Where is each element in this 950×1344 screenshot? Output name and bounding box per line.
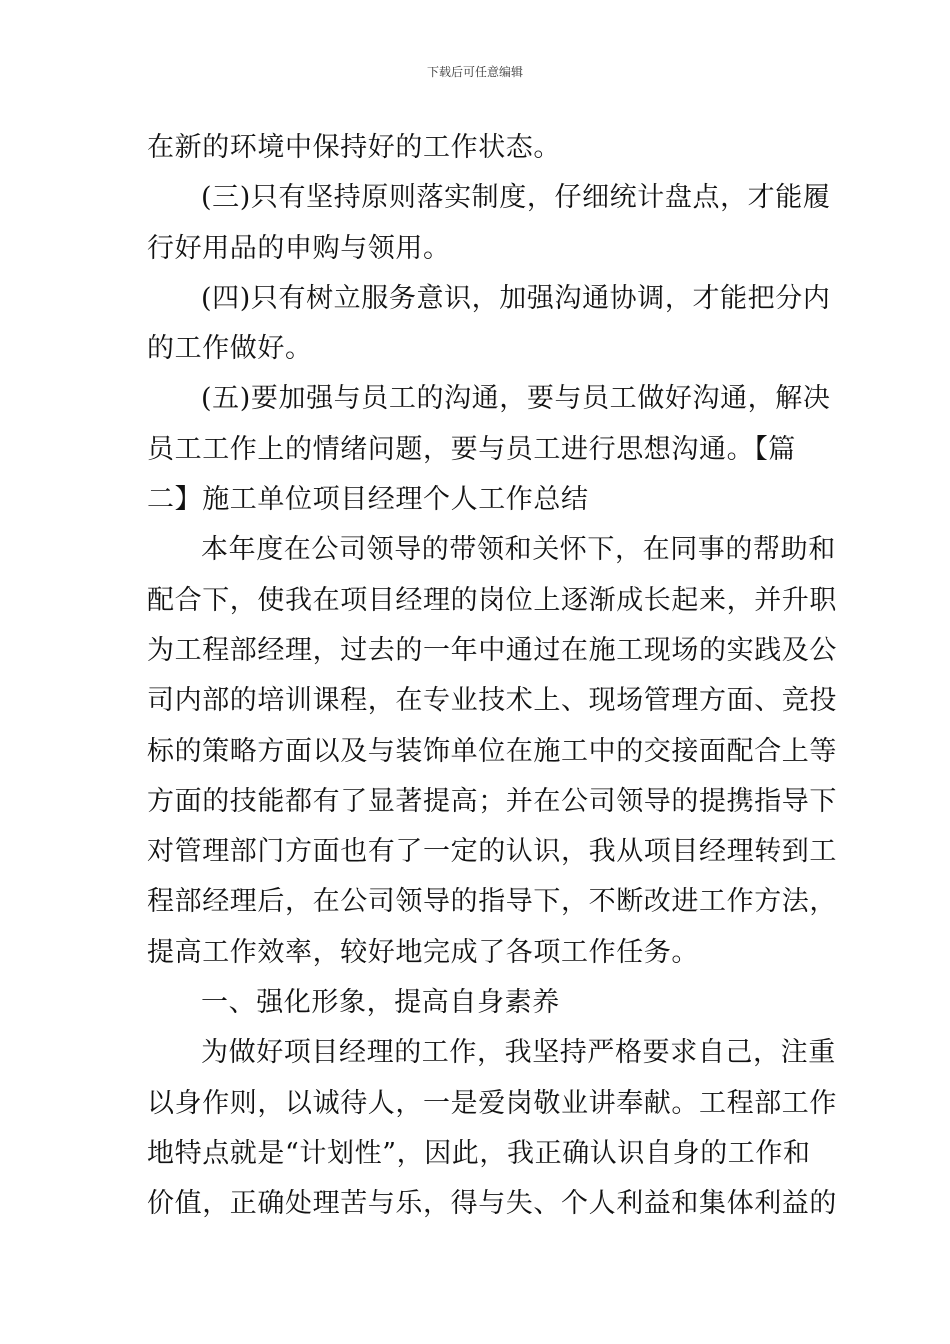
text-line: 配合下，使我在项目经理的岗位上逐渐成长起来，并升职 xyxy=(147,584,837,616)
text-line: 本年度在公司领导的带领和关怀下，在同事的帮助和 xyxy=(201,534,836,566)
text-line: 为做好项目经理的工作，我坚持严格要求自己，注重 xyxy=(201,1037,836,1069)
text-line: 行好用品的申购与领用。 xyxy=(147,232,451,264)
text-line: 价值，正确处理苦与乐，得与失、个人利益和集体利益的 xyxy=(147,1188,837,1220)
text-line: 一、强化形象，提高自身素养 xyxy=(201,987,560,1019)
text-line: 方面的技能都有了显著提高；并在公司领导的提携指导下 xyxy=(147,785,837,817)
text-line: (五)要加强与员工的沟通，要与员工做好沟通，解决 xyxy=(201,383,831,415)
text-line: 地特点就是“计划性”，因此，我正确认识自身的工作和 xyxy=(147,1137,811,1169)
text-line: 对管理部门方面也有了一定的认识，我从项目经理转到工 xyxy=(147,836,837,868)
text-line: (四)只有树立服务意识，加强沟通协调，才能把分内 xyxy=(201,282,831,314)
page-header: 下载后可任意编辑 xyxy=(426,65,523,79)
text-line: 以身作则，以诚待人，一是爱岗敬业讲奉献。工程部工作 xyxy=(147,1087,837,1119)
text-line: 在新的环境中保持好的工作状态。 xyxy=(147,132,561,163)
text-line: 提高工作效率，较好地完成了各项工作任务。 xyxy=(147,936,699,968)
text-line: 司内部的培训课程，在专业技术上、现场管理方面、竞投 xyxy=(147,685,837,717)
text-line: (三)只有坚持原则落实制度，仔细统计盘点，才能履 xyxy=(201,182,831,214)
text-line: 标的策略方面以及与装饰单位在施工中的交接面配合上等 xyxy=(147,735,837,767)
text-line: 程部经理后，在公司领导的指导下，不断改进工作方法， xyxy=(147,886,837,918)
text-line: 为工程部经理，过去的一年中通过在施工现场的实践及公 xyxy=(147,634,837,666)
text-line: 员工工作上的情绪问题，要与员工进行思想沟通。【篇 xyxy=(147,433,796,465)
text-line: 二】施工单位项目经理个人工作总结 xyxy=(147,484,589,516)
text-line: 的工作做好。 xyxy=(147,333,313,365)
document-body xyxy=(147,123,837,1230)
